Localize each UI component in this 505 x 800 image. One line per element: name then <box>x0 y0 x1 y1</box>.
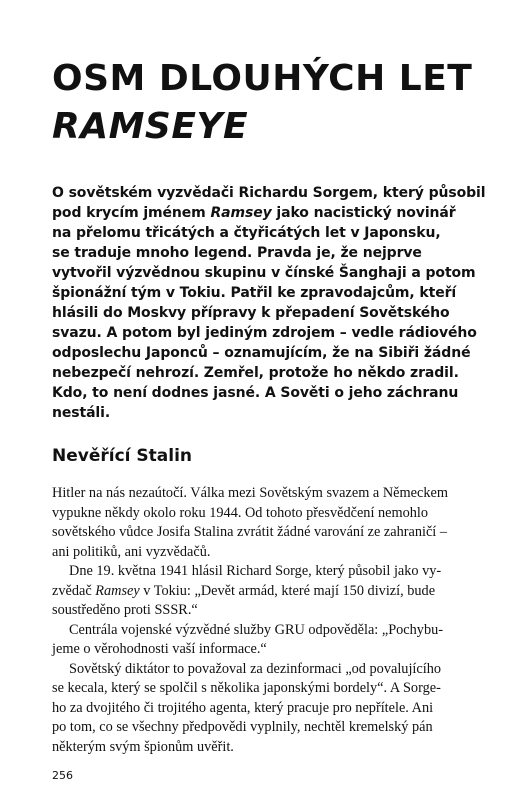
lead-line <box>52 203 472 223</box>
body-line: Centrála vojenské výzvědné služby GRU odpověděla: „Pochybu- <box>69 621 444 638</box>
lead-text: pod krycím jménem <box>52 205 211 221</box>
body-line: jeme o věrohodnosti vaší informace.“ <box>52 641 267 657</box>
body-line <box>52 582 472 602</box>
lead-line: O sovětském vyzvědači Richardu Sorgem, který působil <box>52 185 486 201</box>
chapter-title-line-1: OSM DLOUHÝCH LET <box>52 58 473 99</box>
lead-line: Kdo, to není dodnes jasné. A Sověti o jeho záchranu <box>52 385 459 401</box>
lead-codename: Ramsey <box>210 205 272 221</box>
body-line: ani politiků, ani vyzvědačů. <box>52 543 211 560</box>
lead-line: vytvořil výzvědnou skupinu v čínské Šanghaji a potom <box>52 265 476 281</box>
lead-line: nebezpečí nehrozí. Zemřel, protože ho někdo zradil. <box>52 365 459 381</box>
lead-line: hlásili do Moskvy přípravy k přepadení Sovětského <box>52 305 450 321</box>
lead-text: jako nacistický novinář <box>271 205 456 221</box>
body-line: Dne 19. května 1941 hlásil Richard Sorge, který působil jako vy- <box>69 563 442 579</box>
body-text <box>52 484 472 757</box>
body-line: některým svým špionům uvěřit. <box>52 738 234 755</box>
section-heading: Nevěřící Stalin <box>52 446 193 466</box>
body-line: ho za dvojitého či trojitého agenta, který pracuje pro nepřítele. Ani <box>52 699 434 716</box>
chapter-title-line-2: RAMSEYE <box>52 106 249 147</box>
lead-line: na přelomu třicátých a čtyřicátých let v Japonsku, <box>52 225 441 241</box>
lead-line: špionážní tým v Tokiu. Patřil ke zpravodajcům, kteří <box>52 285 457 301</box>
chapter-title <box>52 55 472 151</box>
body-text-span: v Tokiu: „Devět armád, které mají 150 divizí, bude <box>139 582 436 599</box>
body-line: po tom, co se všechny předpovědi vyplnily, nechtěl kremelský pán <box>52 719 433 735</box>
lead-line: se traduje mnoho legend. Pravda je, že nejprve <box>52 245 422 261</box>
body-text-span: zvědač <box>52 582 96 599</box>
page-number: 256 <box>52 769 73 782</box>
body-codename: Ramsey <box>95 582 140 599</box>
body-line: soustředěno proti SSSR.“ <box>52 602 198 618</box>
lead-line: svazu. A potom byl jediným zdrojem – vedle rádiového <box>52 325 477 341</box>
body-line: vypukne někdy okolo roku 1944. Od tohoto přesvědčení nemohlo <box>52 504 429 521</box>
lead-line: odposlechu Japonců – oznamujícím, že na Sibiři žádné <box>52 345 471 361</box>
lead-line: nestáli. <box>52 405 111 421</box>
body-line: se kecala, který se spolčil s několika japonskými bordely“. A Sorge- <box>52 680 441 696</box>
lead-paragraph <box>52 183 486 423</box>
body-line: Hitler na nás nezaútočí. Válka mezi Sovětským svazem a Německem <box>52 485 448 501</box>
body-line: Sovětský diktátor to považoval za dezinformaci „od povalujícího <box>69 660 442 677</box>
body-line: sovětského vůdce Josifa Stalina zvrátit žádné varování ze zahraničí – <box>52 524 447 540</box>
